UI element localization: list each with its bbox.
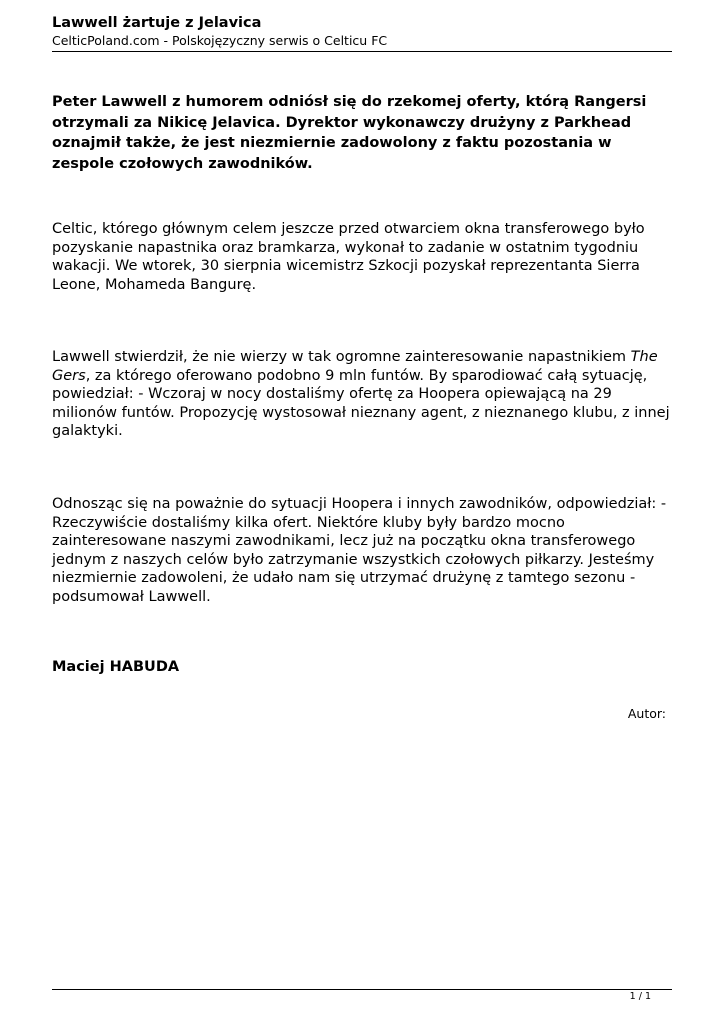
article-lead: Peter Lawwell z humorem odniósł się do rzekomej oferty, którą Rangersi otrzymali za Nikicę Jelavica. Dyrektor wykonawczy drużyny z Parkhead oznajmił także, że jest niezmiernie zadowolony z faktu pozostania w zespole czołowych zawodników. <box>52 94 647 172</box>
article-paragraph-2 <box>52 348 677 441</box>
paragraph-2-text-start: Lawwell stwierdził, że nie wierzy w tak ogromne zainteresowanie napastnikiem <box>52 349 631 365</box>
article-paragraph-1: Celtic, którego głównym celem jeszcze przed otwarciem okna transferowego było pozyskanie napastnika oraz bramkarza, wykonał to zadanie w ostatnim tygodniu wakacji. We wtorek, 30 sierpnia wicemistrz Szkocji pozyskał reprezentanta Sierra Leone, Mohameda Bangurę. <box>52 221 645 293</box>
footer-divider <box>52 989 672 990</box>
article-body <box>52 92 677 675</box>
author-label: Autor: <box>627 706 666 721</box>
author-name: Maciej HABUDA <box>52 659 180 675</box>
paragraph-2-text-end: , za którego oferowano podobno 9 mln funtów. By sparodiować całą sytuację, powiedział: - Wczoraj w nocy dostaliśmy ofertę za Hoopera opiewającą na 29 milionów funtów. Propozycję wystosował nieznany agent, z nieznanego klubu, z innej galaktyki. <box>52 367 670 439</box>
page-subtitle: CelticPoland.com - Polskojęzyczny serwis o Celticu FC <box>52 33 388 48</box>
paragraph-2-italic-text: The Gers <box>52 349 658 384</box>
page-header <box>52 14 672 49</box>
article-paragraph-3: Odnosząc się na poważnie do sytuacji Hoopera i innych zawodników, odpowiedział: - Rzeczywiście dostaliśmy kilka ofert. Niektóre kluby były bardzo mocno zainteresowane naszymi zawodnikami, lecz już na początku okna transferowego jednym z naszych celów było zatrzymanie wszystkich czołowych piłkarzy. Jesteśmy niezmiernie zadowoleni, że udało nam się utrzymać drużynę z tamtego sezonu - podsumował Lawwell. <box>52 496 667 605</box>
page-number: 1 / 1 <box>629 991 651 1002</box>
page-title: Lawwell żartuje z Jelavica <box>52 15 262 31</box>
header-divider <box>52 51 672 52</box>
